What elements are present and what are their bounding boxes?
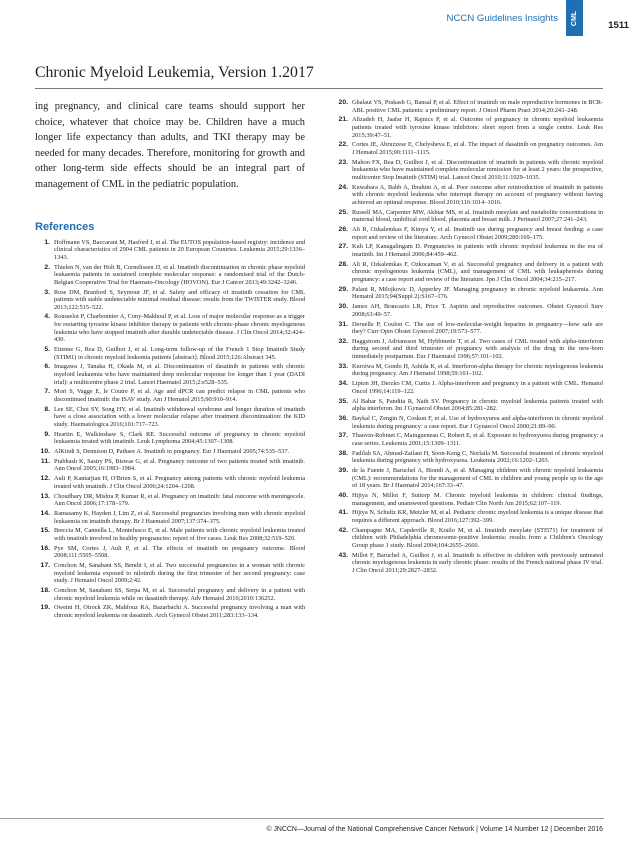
reference-number: 30. — [338, 303, 348, 311]
reference-text: Ali R, Ozkalemkas F, Ozkocaman V, et al. Successful pregnancy and delivery in a patient with chronic myelogenous leukemia (CML), and management of CML with leukapheresis during pregnancy: a case report and review of the literature. Jpn J Clin Oncol 2004;34:215–217. — [352, 260, 603, 283]
reference-number: 24. — [338, 183, 348, 191]
reference-number: 29. — [338, 285, 348, 293]
reference-item — [333, 338, 603, 361]
reference-number: 42. — [338, 526, 348, 534]
reference-text: Russell MA, Carpenter MW, Akhtar MS, et al. Imatinib mesylate and metabolite concentrations in maternal blood, umbilical cord blood, placenta and breast milk. J Perinatol 2007;27:241–243. — [352, 208, 603, 224]
reference-number: 16. — [40, 544, 50, 552]
reference-number: 6. — [44, 363, 50, 371]
reference-text: Prabhash K, Sastry PS, Biswas G, et al. Pregnancy outcome of two patients treated with imatinib. Ann Oncol 2005;16:1983–1984. — [54, 457, 305, 473]
reference-text: Hoffmann VS, Baccarani M, Hasford J, et al. The EUTOS population-based registry: incidence and clinical characteristics of 2904 CML patients in 20 European Countries. Leukemia 2015;29:1336–1343. — [54, 238, 305, 261]
reference-item — [333, 243, 603, 258]
reference-number: 37. — [338, 432, 348, 440]
section-tab: CML — [566, 0, 583, 36]
reference-number: 40. — [338, 492, 348, 500]
reference-text: Conchon M, Sanabani SS, Bendit I, et al. Two successful pregnancies in a woman with chronic myeloid leukemia exposed to nilotinib during the first trimester of her second pregnancy: case study. J Hematol Oncol 2009;2:42. — [54, 562, 305, 585]
reference-text: Oweini H, Otrock ZK, Mahfouz RA, Bazarbachi A. Successful pregnancy involving a man with chronic myeloid leukemia on dasatinib. Arch Gynecol Obstet 2011;283:133–134. — [54, 604, 305, 620]
reference-text: Al Bahar S, Pandita R, Nath SV. Pregnancy in chronic myeloid leukemia patients treated with alpha interferon. Int J Gynaecol Obstet 2004;85:281–282. — [352, 397, 603, 413]
reference-text: Millot F, Baruchel A, Guilhot J, et al. Imatinib is effective in children with previously untreated chronic myelogenous leukemia in early chronic phase: results of the French national phase IV trial. J Clin Oncol 2011;29:2827–2832. — [352, 551, 603, 574]
reference-number: 33. — [338, 362, 348, 370]
reference-text: Pye SM, Cortes J, Ault P, et al. The effects of imatinib on pregnancy outcome. Blood 2008;111:5505–5508. — [54, 544, 305, 560]
reference-item — [35, 264, 305, 287]
reference-text: Palani R, Milojkovic D, Apperley JF. Managing pregnancy in chronic myeloid leukaemia. Ann Hematol 2015;94(Suppl 2):S167–176. — [352, 285, 603, 301]
reference-item — [333, 415, 603, 430]
reference-item — [35, 545, 305, 560]
reference-item — [333, 527, 603, 550]
reference-item — [333, 450, 603, 465]
reference-item — [35, 458, 305, 473]
reference-item — [333, 509, 603, 524]
reference-text: Fadilah SA, Ahmad-Zailani H, Soon-Keng C, Norlaila M. Successful treatment of chronic myeloid leukemia during pregnancy with hydroxyurea. Leukemia 2002;16:1202–1203. — [352, 449, 603, 465]
reference-number: 41. — [338, 509, 348, 517]
reference-item — [333, 552, 603, 575]
reference-item — [333, 209, 603, 224]
reference-text: Kuroiwa M, Gondo H, Ashida K, et al. Interferon-alpha therapy for chronic myelogenous leukemia during pregnancy. Am J Hematol 1998;59:101–102. — [352, 362, 603, 378]
reference-text: Kuwabara A, Babb A, Ibrahim A, et al. Poor outcome after reintroduction of imatinib in patients with chronic myeloid leukemia who interrupt therapy on account of pregnancy without having achieved an optimal response. Blood 2010;116:1014–1016. — [352, 183, 603, 206]
reference-text: Kuh LP, Kanagalingam D. Pregnancies in patients with chronic myeloid leukemia in the era of imatinib. Int J Hematol 2006;84:459–462. — [352, 243, 603, 258]
reference-text: Hijiya N, Schultz KR, Metzler M, et al. Pediatric chronic myeloid leukemia is a unique disease that requires a different approach. Blood 2016;127:392–399. — [352, 509, 603, 525]
reference-number: 14. — [40, 510, 50, 517]
reference-number: 23. — [338, 158, 348, 166]
reference-text: Ramasamy K, Hayden J, Lim Z, et al. Successful pregnancies involving men with chronic myeloid leukaemia on imatinib therapy. Br J Haematol 2007;137:374–375. — [54, 510, 305, 525]
reference-item — [333, 303, 603, 318]
reference-item — [35, 604, 305, 619]
reference-number: 9. — [44, 430, 50, 438]
reference-number: 12. — [40, 475, 50, 483]
reference-number: 38. — [338, 449, 348, 457]
reference-number: 20. — [338, 99, 348, 106]
reference-text: Rousselot P, Charbonnier A, Cony-Makhoul P, et al. Loss of major molecular response as a trigger for restarting tyrosine kinase inhibitor therapy in patients with chronic-phase chronic myelogenous leukemia who have stopped imatinib after durable undetectable disease. J Clin Oncol 2014;32:424–430. — [54, 313, 305, 344]
reference-item — [35, 363, 305, 386]
reference-number: 32. — [338, 337, 348, 345]
reference-item — [333, 432, 603, 447]
references-list-right — [333, 99, 603, 575]
reference-number: 35. — [338, 397, 348, 405]
reference-text: Choudhary DR, Mishra P, Kumar R, et al. Pregnancy on imatinib: fatal outcome with meningocele. Ann Oncol 2006;17:178–179. — [54, 492, 305, 508]
left-column — [35, 99, 305, 622]
reference-text: Thauvin-Robinet C, Maingueneau C, Robert E, et al. Exposure to hydroxyurea during pregnancy: a case series. Leukemia 2001;15:1309–1311. — [352, 432, 603, 447]
reference-item — [35, 448, 305, 456]
reference-item — [333, 141, 603, 156]
page-number: 1511 — [608, 20, 629, 31]
reference-item — [333, 184, 603, 207]
reference-text: Alizadeh H, Jaafar H, Rajnics P, et al. Outcome of pregnancy in chronic myeloid leukaemia patients treated with tyrosine kinase inhibitors: short report from a single centre. Leuk Res 2015;39:47–51. — [352, 116, 603, 139]
reference-item — [333, 398, 603, 413]
reference-item — [35, 406, 305, 429]
reference-item — [35, 562, 305, 585]
reference-number: 13. — [40, 492, 50, 500]
reference-text: Lee SE, Choi SY, Song HY, et al. Imatinib withdrawal syndrome and longer duration of imatinib have a close association with a lower molecular relapse after treatment discontinuation: the KID study. Haematologica 2016;101:717–723. — [54, 405, 305, 428]
reference-number: 34. — [338, 380, 348, 388]
reference-number: 27. — [338, 243, 348, 251]
reference-number: 5. — [44, 346, 50, 354]
reference-text: Mori S, Vagge E, le Coutre P, et al. Age and dPCR can predict relapse in CML patients who discontinued imatinib: the ISAV study. Am J Hematol 2015;90:910–914. — [54, 388, 305, 403]
reference-number: 36. — [338, 414, 348, 422]
reference-number: 31. — [338, 320, 348, 328]
reference-number: 21. — [338, 116, 348, 124]
reference-text: Haggstrom J, Adriansson M, Hybbinette T, et al. Two cases of CML treated with alpha-interferon during second and third trimester of pregnancy with analysis of the drug in the new-born immediately postpartum. Eur J Haematol 1996;57:101–102. — [352, 337, 603, 361]
reference-number: 1. — [44, 238, 50, 246]
reference-number: 28. — [338, 260, 348, 268]
reference-number: 7. — [44, 388, 50, 396]
reference-number: 4. — [44, 313, 50, 321]
reference-number: 10. — [40, 448, 50, 456]
reference-text: Cortes JE, Abruzzese E, Chelysheva E, et al. The impact of dasatinib on pregnancy outcomes. Am J Hematol 2015;90:1111–1115. — [352, 141, 603, 156]
running-header: NCCN Guidelines Insights — [446, 13, 558, 24]
reference-text: Breccia M, Cannella L, Montefusco E, et al. Male patients with chronic myeloid leukemia treated with imatinib involved in healthy pregnancies: report of five cases. Leuk Res 2008;32:519–520. — [54, 527, 305, 542]
reference-item — [333, 321, 603, 336]
reference-number: 25. — [338, 208, 348, 216]
reference-item — [35, 346, 305, 361]
reference-item — [35, 239, 305, 262]
footer-citation: © JNCCN—Journal of the National Comprehensive Cancer Network | Volume 14 Number 12 | December 2016 — [266, 826, 603, 833]
reference-number: 15. — [40, 527, 50, 535]
reference-item — [333, 226, 603, 241]
reference-item — [35, 431, 305, 446]
reference-item — [333, 159, 603, 182]
reference-number: 8. — [44, 405, 50, 413]
reference-item — [35, 510, 305, 525]
document-title: Chronic Myeloid Leukemia, Version 1.2017 — [35, 64, 314, 81]
reference-item — [35, 388, 305, 403]
reference-item — [333, 380, 603, 395]
reference-text: Mahon FX, Rea D, Guilhot J, et al. Discontinuation of imatinib in patients with chronic myeloid leukaemia who have maintained complete molecular remission for at least 2 years: the prospective, multicentre Stop Imatinib (STIM) trial. Lancet Oncol 2010;11:1029–1035. — [352, 158, 603, 181]
reference-text: Ross DM, Branford S, Seymour JF, et al. Safety and efficacy of imatinib cessation for CML patients with stable undetectable minimal residual disease: results from the TWISTER study. Blood 2013;122:515–522. — [54, 288, 305, 311]
references-list-left — [35, 239, 305, 620]
reference-item — [333, 261, 603, 284]
reference-item — [35, 587, 305, 602]
reference-item — [35, 289, 305, 312]
reference-text: Thielen N, van der Holt B, Cornelissen JJ, et al. Imatinib discontinuation in chronic phase myeloid leukaemia patients in sustained complete molecular response: a randomised trial of the Dutch-Belgian Cooperative Trial for Haemato-Oncology (HOVON). Eur J Cancer 2013;49:3242–3246. — [54, 263, 305, 286]
reference-item — [35, 475, 305, 490]
reference-text: Lipton JH, Derzko CM, Curtis J. Alpha-interferon and pregnancy in a patient with CML. Hematol Oncol 1996;14:119–122. — [352, 380, 603, 395]
reference-item — [333, 492, 603, 507]
right-column — [333, 99, 603, 577]
reference-text: Etienne G, Rea D, Guilhot J, et al. Long-term follow-up of the French 1 Stop Imatinib Study (STIM1) in chronic myeloid leukemia patients [abstract]. Blood 2015;126:Abstract 345. — [54, 346, 305, 361]
reference-number: 19. — [40, 604, 50, 612]
reference-text: Hijiya N, Millot F, Suttorp M. Chronic myeloid leukemia in children: clinical findings, management, and unanswered questions. Pediatr Clin North Am 2015;62:107–119. — [352, 492, 603, 507]
reference-number: 22. — [338, 141, 348, 149]
reference-text: Champagne MA, Capdeville R, Krailo M, et al. Imatinib mesylate (STI571) for treatment of children with Philadelphia chromosome-positive leukemia: results from a Children's Oncology Group phase 1 study. Blood 2004;104:2655–2660. — [352, 526, 603, 549]
reference-text: Ghalaut VS, Prakash G, Bansal P, et al. Effect of imatinib on male reproductive hormones in BCR-ABL positive CML patients: a preliminary report. J Oncol Pharm Pract 2014;20:243–248. — [352, 99, 603, 114]
reference-number: 2. — [44, 263, 50, 271]
reference-item — [35, 493, 305, 508]
reference-number: 17. — [40, 562, 50, 570]
reference-text: James AH, Brancazio LR, Price T. Aspirin and reproductive outcomes. Obstet Gynecol Surv 2008;63:49–57. — [352, 303, 603, 318]
reference-item — [35, 313, 305, 343]
title-divider — [35, 88, 603, 89]
reference-text: de la Fuente J, Baruchel A, Biondi A, et al. Managing children with chronic myeloid leukaemia (CML): recommendations for the management of CML in children and young people up to the age of 18 years. Br J Haematol 2014;167:33–47. — [352, 467, 603, 490]
reference-number: 18. — [40, 587, 50, 595]
reference-item — [35, 527, 305, 542]
reference-text: Heartin E, Walkinshaw S, Clark RE. Successful outcome of pregnancy in chronic myeloid leukaemia treated with imatinib. Leuk Lymphoma 2004;45:1307–1308. — [54, 430, 305, 446]
reference-text: Ault P, Kantarjian H, O'Brien S, et al. Pregnancy among patients with chronic myeloid leukemia treated with imatinib. J Clin Oncol 2006;24:1204–1208. — [54, 475, 305, 490]
intro-paragraph: ing pregnancy, and clinical care teams should support her choice, whatever that choice may be. Children have a much longer life expectancy than adults, and TKI therapy may be needed for many decades. Therefore, monitoring for growth and other long-term side effects should be an integral part of management of CML in the pediatric population. — [35, 101, 305, 190]
reference-text: Deruelle P, Coulon C. The use of low-molecular-weight heparins in pregnancy—how safe are they? Curr Opin Obstet Gynecol 2007;19:573–577. — [352, 320, 603, 336]
reference-text: Conchon M, Sanabani SS, Serpa M, et al. Successful pregnancy and delivery in a patient with chronic myeloid leukemia while on dasatinib therapy. Adv Hematol 2010;2010:136252. — [54, 587, 305, 602]
reference-item — [333, 467, 603, 490]
reference-text: Imagawa J, Tanaka H, Okada M, et al. Discontinuation of dasatinib in patients with chronic myeloid leukaemia who have maintained deep molecular response for longer than 1 year (DADI trial): a multicentre phase 2 trial. Lancet Haematol 2015;2:e528–535. — [54, 363, 305, 386]
references-heading: References — [35, 220, 95, 233]
reference-text: AlKindi S, Dennison D, Pathare A. Imatinib in pregnancy. Eur J Haematol 2005;74:535–537. — [54, 448, 290, 456]
reference-item — [333, 99, 603, 114]
reference-number: 11. — [40, 457, 50, 465]
reference-item — [333, 286, 603, 301]
reference-number: 39. — [338, 467, 348, 475]
reference-text: Baykal C, Zengin N, Coskun F, et al. Use of hydroxyurea and alpha-interferon in chronic myeloid leukemia during pregnancy: a case report. Eur J Gynaecol Oncol 2000;21:89–90. — [352, 414, 603, 430]
reference-text: Ali R, Ozkalemkas F, Kimya Y, et al. Imatinib use during pregnancy and breast feeding: a case report and review of the literature. Arch Gynecol Obstet 2009;280:169–175. — [352, 226, 603, 241]
reference-item — [333, 116, 603, 139]
reference-number: 43. — [338, 551, 348, 559]
reference-number: 26. — [338, 226, 348, 234]
footer-divider — [0, 818, 604, 819]
reference-number: 3. — [44, 288, 50, 296]
reference-item — [333, 363, 603, 378]
